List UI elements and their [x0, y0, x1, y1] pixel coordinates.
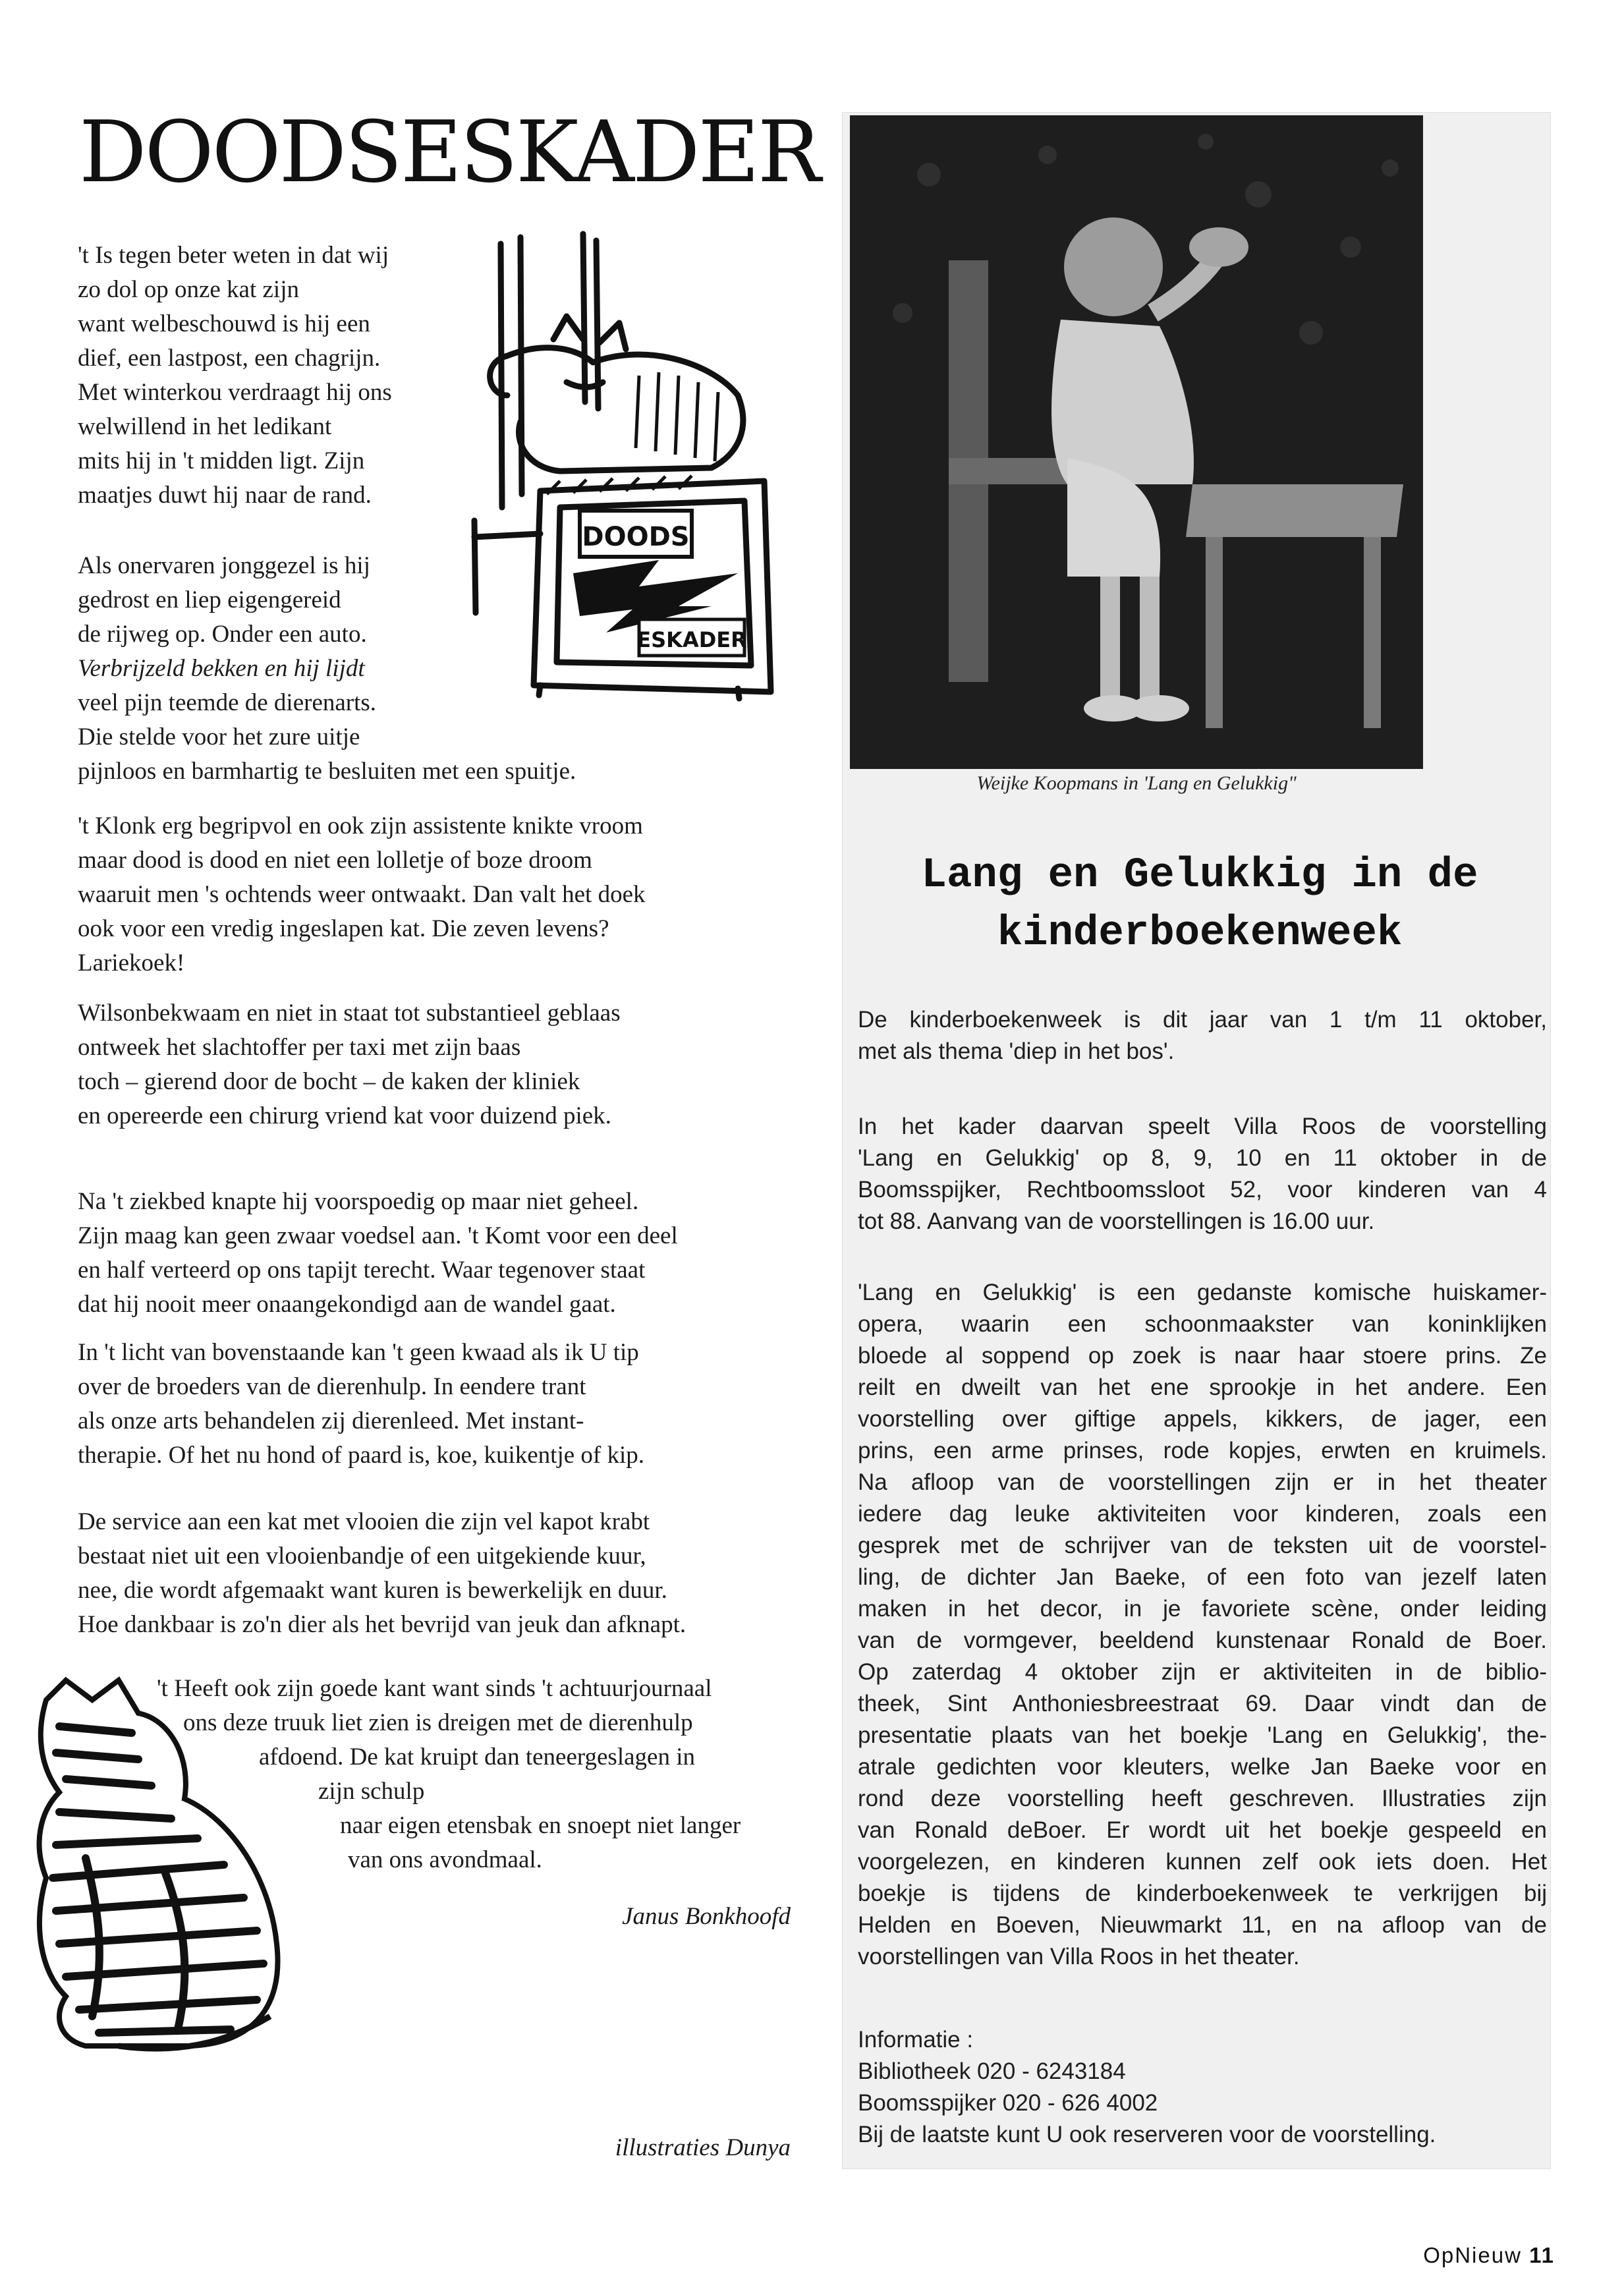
poem-line: Die stelde voor het zure uitje — [78, 723, 360, 751]
poem-line: waaruit men 's ochtends weer ontwaakt. Dan valt het doek — [78, 881, 646, 908]
text-line: gesprek met de schrijver van de teksten uit de voorstel- — [858, 1533, 1547, 1558]
text-line: reilt en dweilt van het ene sprookje in het andere. Een — [858, 1374, 1547, 1400]
author-signature: Janus Bonkhoofd — [622, 1903, 791, 1930]
poem-line: Wilsonbekwaam en niet in staat tot substantieel geblaas — [78, 1000, 621, 1027]
poem-line: 't Heeft ook zijn goede kant want sinds 't achtuurjournaal — [157, 1675, 712, 1702]
poem-line: Als onervaren jonggezel is hij — [78, 552, 370, 579]
text-line: Helden en Boeven, Nieuwmarkt 11, en na afloop van de — [858, 1912, 1547, 1938]
sidebar-heading-line: Lang en Gelukkig in de — [921, 852, 1478, 899]
poem-line: Zijn maag kan geen zwaar voedsel aan. 't Komt voor een deel — [78, 1222, 678, 1249]
text-line: van Ronald deBoer. Er wordt uit het boekje gespeeld en — [858, 1817, 1547, 1843]
text-line: voorstelling over giftige appels, kikkers, de jager, een — [858, 1406, 1547, 1432]
poem-line: Lariekoek! — [78, 949, 185, 977]
poem-line: naar eigen etensbak en snoept niet langer — [340, 1812, 741, 1839]
poem-line: dat hij nooit meer onaangekondigd aan de wandel gaat. — [78, 1291, 616, 1318]
poem-line-italic: Verbrijzeld bekken en hij lijdt — [78, 655, 365, 682]
poem-line: afdoend. De kat kruipt dan teneergeslagen in — [259, 1743, 695, 1771]
poem-line: dief, een lastpost, een chagrijn. — [78, 345, 381, 372]
text-line: 'Lang en Gelukkig' op 8, 9, 10 en 11 oktober in de — [858, 1145, 1547, 1171]
poem-line: de rijweg op. Onder een auto. — [78, 621, 367, 648]
poem-line: In 't licht van bovenstaande kan 't geen kwaad als ik U tip — [78, 1339, 639, 1366]
page-number: 11 — [1529, 2243, 1555, 2267]
sign-text-top: DOODS — [582, 522, 690, 552]
poem-line — [78, 652, 737, 686]
text-line: van de vormgever, beeldend kunstenaar Ronald de Boer. — [858, 1628, 1547, 1653]
phone-boomsspijker: Boomsspijker 020 - 626 4002 — [858, 2090, 1158, 2116]
poem-stanza — [78, 239, 473, 513]
poem-line: gedrost en liep eigengereid — [78, 586, 341, 613]
text-line: theek, Sint Anthoniesbreestraat 69. Daar vindt dan de — [858, 1691, 1547, 1716]
poem-stanza — [78, 996, 789, 1133]
poem-line: ons deze truuk liet zien is dreigen met de dierenhulp — [183, 1709, 693, 1736]
sidebar-heading-line: kinderboekenweek — [997, 910, 1403, 957]
poem-line: veel pijn teemde de dierenarts. — [78, 689, 377, 716]
sidebar-heading — [850, 847, 1550, 963]
poem-line: bestaat niet uit een vlooienbandje of een uitgekiende kuur, — [78, 1543, 646, 1570]
text-line: opera, waarin een schoonmaakster van koninklijken — [858, 1311, 1547, 1337]
magazine-name: OpNieuw — [1423, 2243, 1522, 2267]
poem-stanza — [78, 1336, 789, 1473]
article-title: DOODSESKADER — [79, 103, 820, 202]
poem-line: nee, die wordt afgemaakt want kuren is bewerkelijk en duur. — [78, 1577, 667, 1604]
poem-line: maar dood is dood en niet een lolletje of boze droom — [78, 847, 592, 874]
text-line: voorstellingen van Villa Roos in het theater. — [858, 1944, 1300, 1969]
poem-line: zo dol op onze kat zijn — [78, 276, 299, 303]
poem-line: pijnloos en barmhartig te besluiten met een spuitje. — [78, 758, 576, 785]
poem-line: 't Klonk erg begripvol en ook zijn assistente knikte vroom — [78, 812, 643, 839]
poem-line: ook voor een vredig ingeslapen kat. Die zeven levens? — [78, 915, 609, 942]
poem-stanza — [78, 809, 737, 980]
poem-line: Hoe dankbaar is zo'n dier als het bevrijd van jeuk dan afknapt. — [78, 1611, 686, 1638]
poem-line: maatjes duwt hij naar de rand. — [78, 482, 372, 509]
performance-photo — [850, 115, 1423, 769]
poem-stanza — [78, 1672, 842, 1877]
text-line: bloede al soppend op zoek is naar haar stoere prins. Ze — [858, 1343, 1547, 1369]
sidebar-paragraph — [858, 1277, 1547, 1973]
poem-stanza — [78, 1505, 842, 1642]
text-line: met als thema 'diep in het bos'. — [858, 1038, 1175, 1064]
text-line: De kinderboekenweek is dit jaar van 1 t/m 11 oktober, — [858, 1007, 1547, 1033]
text-line: boekje is tijdens de kinderboekenweek te verkrijgen bij — [858, 1881, 1547, 1906]
text-line: ling, de dichter Jan Baeke, of een foto van jezelf laten — [858, 1564, 1547, 1590]
poem-stanza — [78, 549, 737, 789]
poem-line: toch – gierend door de bocht – de kaken der kliniek — [78, 1068, 580, 1095]
phone-library: Bibliotheek 020 - 6243184 — [858, 2058, 1126, 2084]
text-line: Na afloop van de voorstellingen zijn er in het theater — [858, 1469, 1547, 1495]
contact-info-label: Informatie : — [858, 2027, 974, 2053]
poem-line: want welbeschouwd is hij een — [78, 310, 370, 337]
sign-text-bottom: ESKADER — [636, 627, 747, 652]
poem-line: 't Is tegen beter weten in dat wij — [78, 242, 389, 269]
illustration-credit: illustraties Dunya — [615, 2134, 791, 2161]
text-line: Boomsspijker, Rechtboomssloot 52, voor kinderen van 4 — [858, 1177, 1547, 1203]
text-line: maken in het decor, in je favoriete scène, onder leiding — [858, 1596, 1547, 1622]
poem-line: en half verteerd op ons tapijt terecht. Waar tegenover staat — [78, 1257, 646, 1284]
text-line: atrale gedichten voor kleuters, welke Jan Baeke voor en — [858, 1754, 1547, 1780]
poem-stanza — [78, 1185, 789, 1322]
sidebar-paragraph — [858, 1004, 1547, 1067]
page-footer — [1423, 2243, 1555, 2268]
poem-line: Met winterkou verdraagt hij ons — [78, 379, 392, 406]
poem-line: therapie. Of het nu hond of paard is, koe, kuikentje of kip. — [78, 1442, 645, 1469]
poem-line: welwillend in het ledikant — [78, 413, 332, 440]
reservation-note: Bij de laatste kunt U ook reserveren voor de voorstelling. — [858, 2122, 1436, 2147]
poem-line: over de broeders van de dierenhulp. In eendere trant — [78, 1373, 586, 1400]
poem-line: van ons avondmaal. — [348, 1846, 542, 1873]
text-line: rond deze voorstelling heeft geschreven. Illustraties zijn — [858, 1786, 1547, 1811]
sidebar-paragraph — [858, 1111, 1547, 1237]
text-line: voorgelezen, en kinderen kunnen zelf ook iets doen. Het — [858, 1849, 1547, 1875]
text-line: presentatie plaats van het boekje 'Lang en Gelukkig', the- — [858, 1722, 1547, 1748]
poem-line: ontweek het slachtoffer per taxi met zijn baas — [78, 1034, 521, 1061]
poem-line: als onze arts behandelen zij dierenleed. Met instant- — [78, 1407, 584, 1434]
text-line: prins, een arme prinses, rode kopjes, erwten en kruimels. — [858, 1438, 1547, 1463]
text-line: iedere dag leuke aktiviteiten voor kinderen, zoals een — [858, 1501, 1547, 1527]
poem-line: Na 't ziekbed knapte hij voorspoedig op maar niet geheel. — [78, 1188, 639, 1215]
photo-caption: Weijke Koopmans in 'Lang en Gelukkig" — [976, 772, 1297, 794]
text-line: tot 88. Aanvang van de voorstellingen is 16.00 uur. — [858, 1208, 1375, 1234]
poem-line: zijn schulp — [318, 1778, 425, 1805]
poem-line: De service aan een kat met vlooien die zijn vel kapot krabt — [78, 1508, 650, 1535]
text-line: 'Lang en Gelukkig' is een gedanste komische huiskamer- — [858, 1280, 1547, 1305]
text-line: In het kader daarvan speelt Villa Roos de voorstelling — [858, 1114, 1547, 1139]
contact-info — [858, 2024, 1547, 2151]
poem-line: en opereerde een chirurg vriend kat voor duizend piek. — [78, 1102, 611, 1129]
text-line: Op zaterdag 4 oktober zijn er aktiviteiten in de biblio- — [858, 1659, 1547, 1685]
poem-line: mits hij in 't midden ligt. Zijn — [78, 447, 365, 474]
